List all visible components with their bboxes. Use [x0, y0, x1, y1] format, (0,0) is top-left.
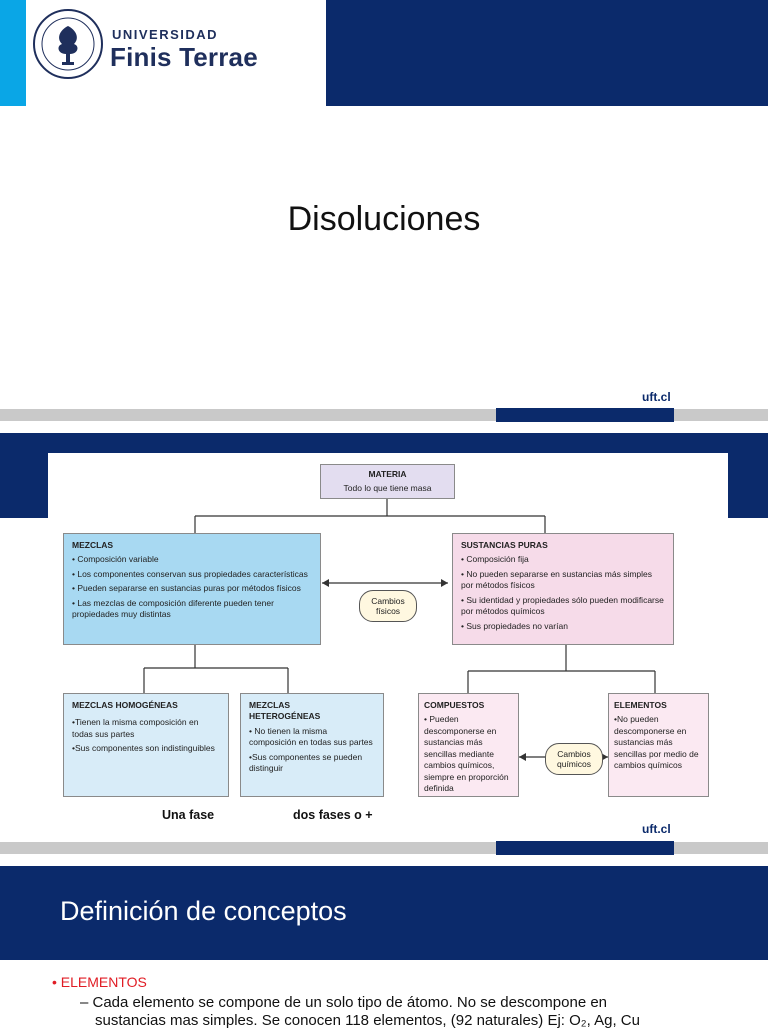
mezclas-heterogeneas-box [240, 693, 384, 797]
elementos-item: •No pueden descomponerse en sustancias más sencillas por medio de cambios químicos [614, 714, 699, 771]
footer-url: uft.cl [642, 822, 671, 836]
heterogeneas-item: • No tienen la misma composición en todas sus partes [249, 725, 373, 748]
definition-line: sustancias mas simples. Se conocen 118 elementos, (92 naturales) Ej: O₂, Ag, Cu [95, 1012, 640, 1029]
compuestos-box [418, 693, 519, 797]
mezclas-homogeneas-box [63, 693, 229, 797]
elementos-definition [80, 994, 688, 1030]
una-fase-label: Una fase [162, 808, 215, 822]
mezclas-item: • Pueden separarse en sustancias puras por métodos físicos [72, 583, 301, 594]
elementos-title: ELEMENTOS [614, 700, 667, 710]
footer-url: uft.cl [642, 390, 671, 404]
sustancias-puras-box [452, 533, 674, 645]
materia-subtitle: Todo lo que tiene masa [343, 483, 432, 494]
mezclas-item: • Composición variable [72, 554, 159, 565]
cambios-fisicos-bubble: Cambios físicos [359, 590, 417, 622]
matter-classification-diagram [48, 453, 728, 840]
mezclas-title: MEZCLAS [72, 540, 114, 550]
cambios-quimicos-bubble: Cambios químicos [545, 743, 603, 775]
sustancias-item: • Composición fija [461, 554, 529, 565]
homogeneas-title: MEZCLAS HOMOGÉNEAS [72, 700, 178, 710]
materia-title: MATERIA [368, 469, 407, 479]
slide-title-slide [0, 0, 768, 427]
heterogeneas-title: MEZCLAS HETEROGÉNEAS [249, 700, 321, 722]
university-seal-logo [32, 4, 104, 84]
elementos-box [608, 693, 709, 797]
footer-navy-bar [496, 841, 674, 855]
sustancias-title: SUSTANCIAS PURAS [461, 540, 548, 550]
dos-fases-label: dos fases o + [293, 808, 373, 822]
brand-university-label: UNIVERSIDAD [112, 27, 219, 42]
mezclas-box [63, 533, 321, 645]
slide3-title: Definición de conceptos [60, 896, 347, 926]
sustancias-item: • No pueden separarse en sustancias más simples por métodos físicos [461, 568, 653, 591]
brand-name: Finis Terrae [110, 42, 258, 72]
homogeneas-item: •Tienen la misma composición en todas sus partes [72, 717, 199, 739]
navy-header-band [326, 0, 768, 106]
heterogeneas-item: •Sus componentes se pueden distinguir [249, 751, 363, 774]
homogeneas-item: •Sus componentes son indistinguibles [72, 743, 215, 754]
elementos-bullet: • ELEMENTOS [52, 974, 147, 990]
cyan-accent-bar [0, 0, 26, 106]
sustancias-item: • Su identidad y propiedades sólo pueden modificarse por métodos químicos [461, 594, 664, 617]
compuestos-title: COMPUESTOS [424, 700, 485, 710]
mezclas-item: • Los componentes conservan sus propiedades características [72, 568, 308, 579]
slide-title: Disoluciones [287, 200, 481, 238]
definition-line: – Cada elemento se compone de un solo tipo de átomo. No se descompone en [80, 994, 608, 1011]
materia-box [320, 464, 455, 499]
footer-navy-bar [496, 408, 674, 422]
sustancias-item: • Sus propiedades no varían [461, 620, 568, 631]
mezclas-item: • Las mezclas de composición diferente pueden tener propiedades muy distintas [72, 597, 274, 620]
compuestos-item: • Pueden descomponerse en sustancias más sencillas mediante cambios químicos, siempre en proporción definida [424, 714, 509, 794]
